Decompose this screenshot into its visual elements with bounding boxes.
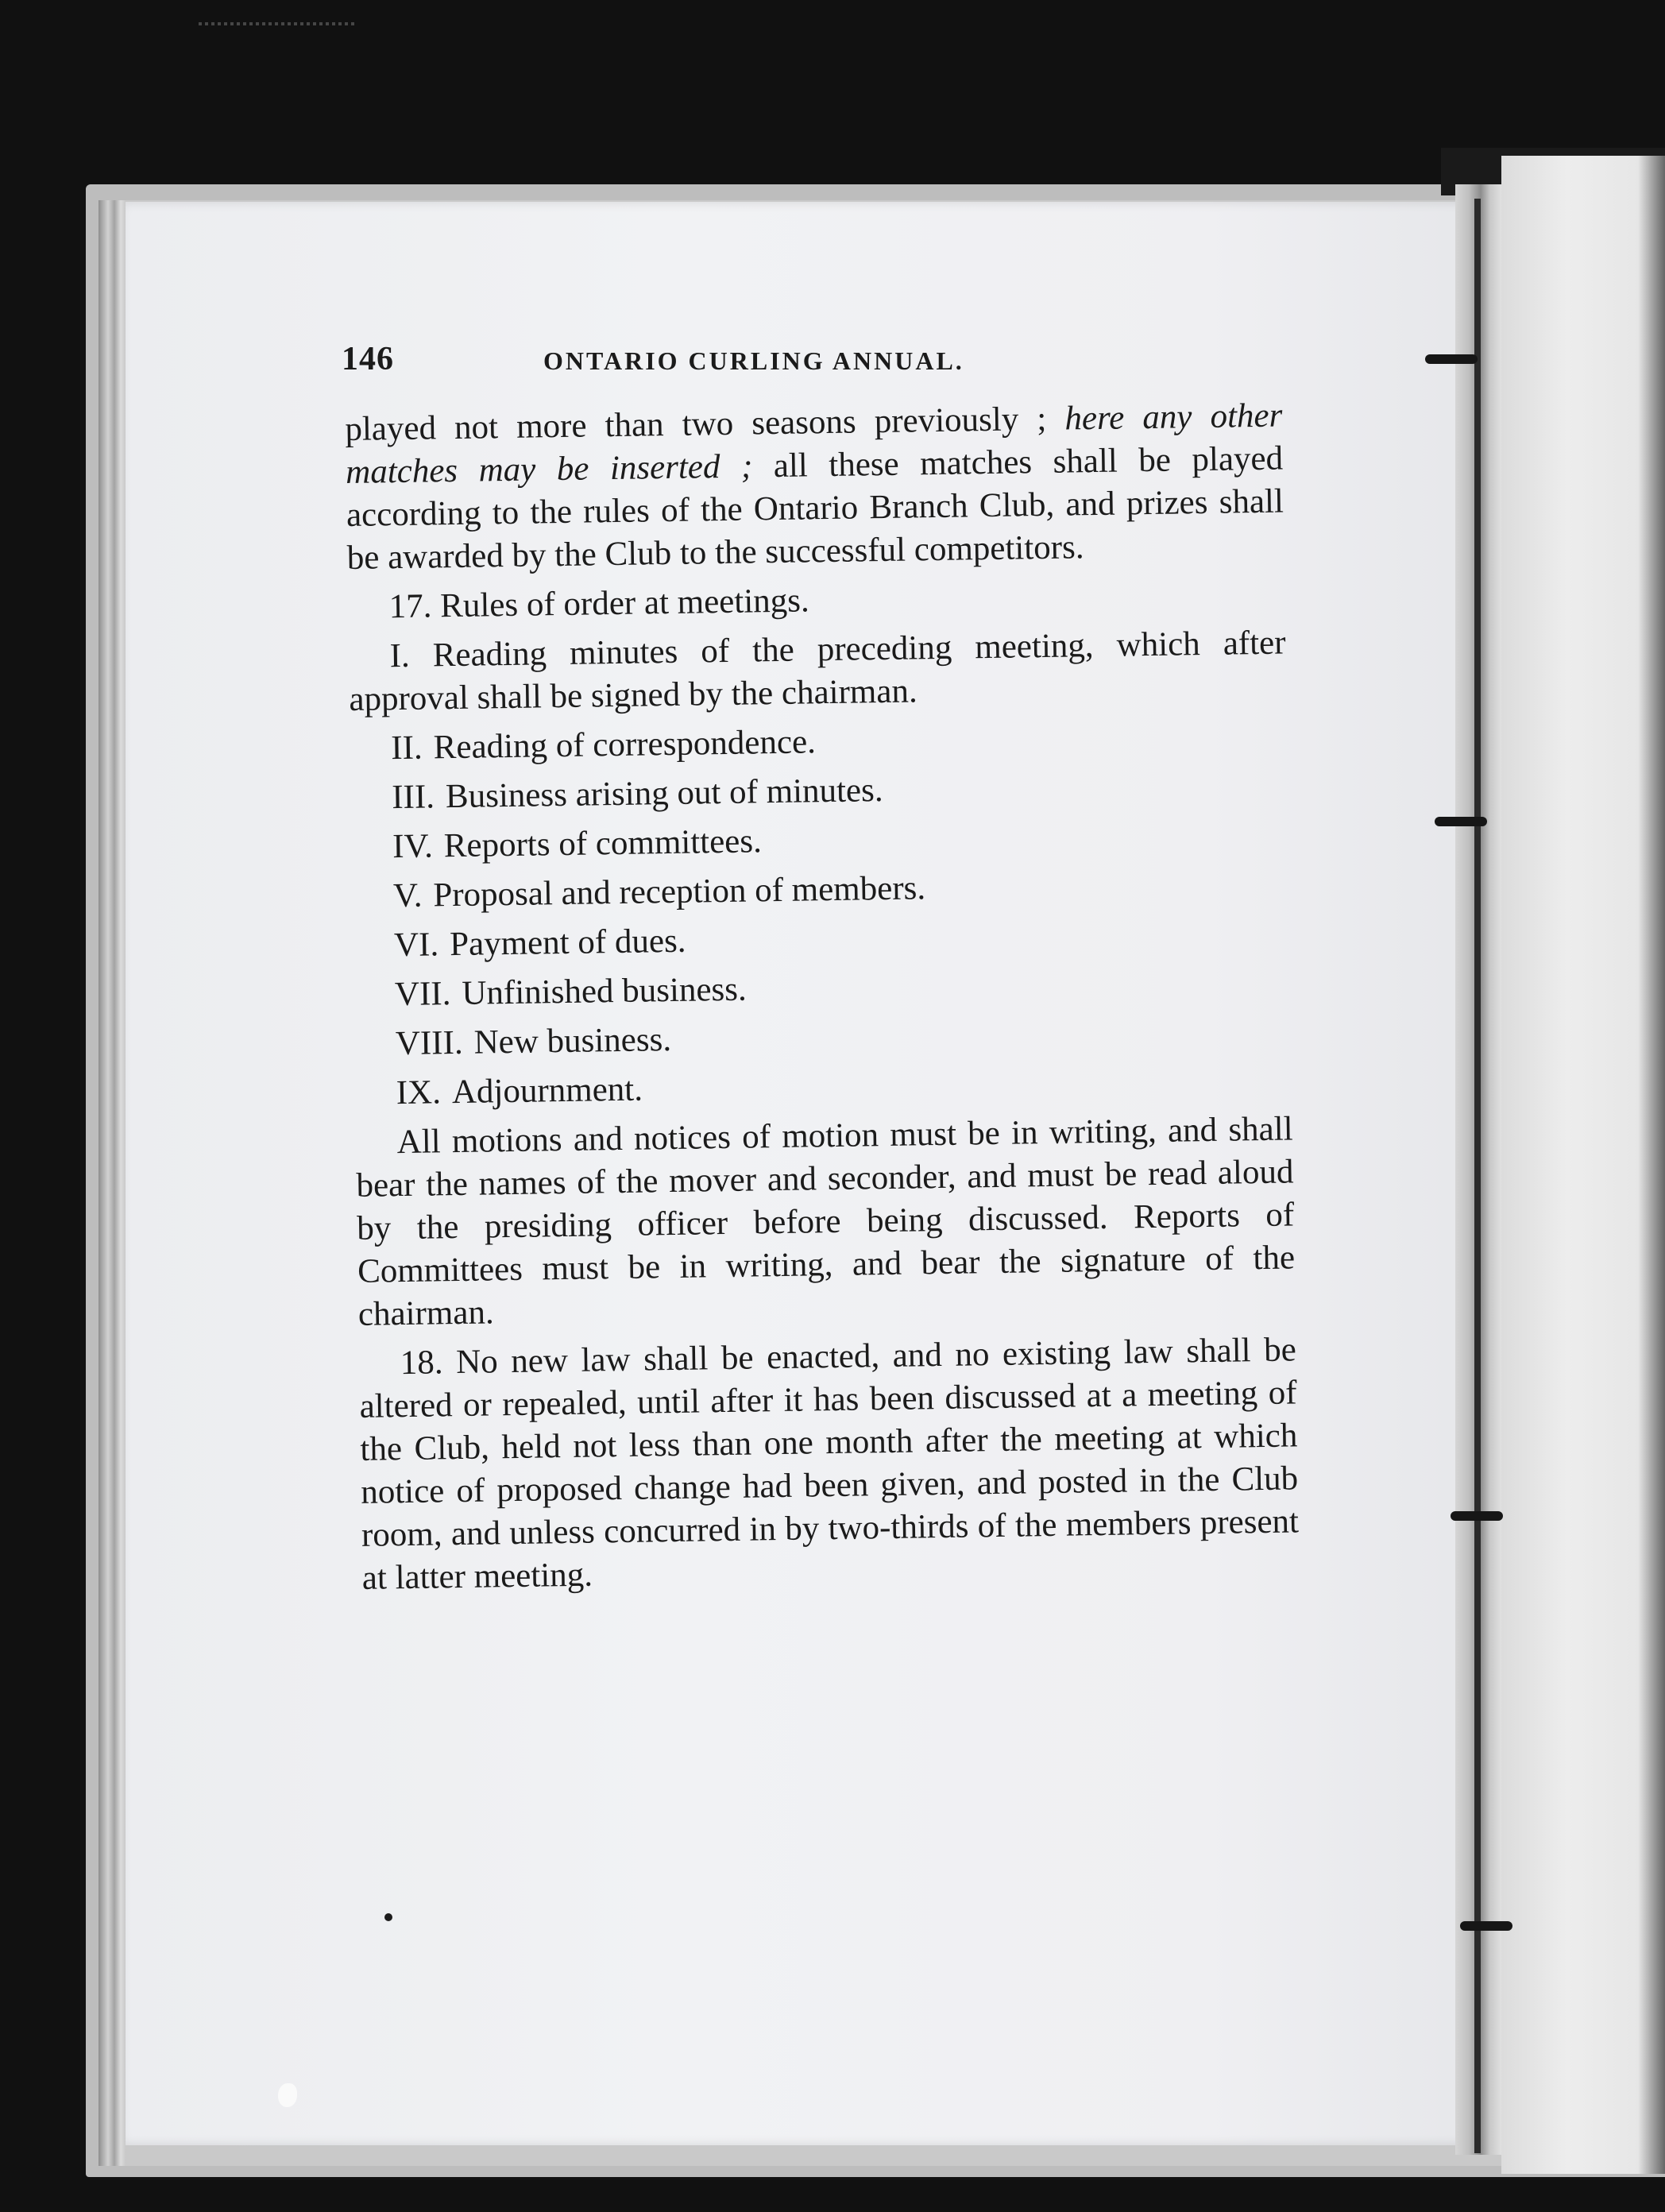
- order-item-numeral: I.: [389, 636, 411, 675]
- order-item-numeral: VII.: [394, 975, 451, 1014]
- order-item-text: Reading minutes of the preceding meeting, which after approval shall be signed by the chairman.: [349, 624, 1286, 718]
- order-item: [352, 861, 1290, 918]
- rule-18-number: 18.: [400, 1344, 443, 1382]
- ink-speck: [384, 1913, 392, 1921]
- paper-blemish: [278, 2083, 297, 2107]
- facing-page-shadow: [1638, 156, 1665, 2174]
- binding-stitch: [1425, 354, 1478, 364]
- order-item: [354, 1058, 1292, 1115]
- order-item-text: Reading of correspondence.: [433, 723, 817, 767]
- order-item-text: Adjournment.: [451, 1070, 643, 1112]
- running-title: ONTARIO CURLING ANNUAL.: [543, 346, 964, 375]
- binding-stitch: [1451, 1511, 1503, 1521]
- order-item-text: New business.: [473, 1020, 672, 1062]
- rule-18-paragraph: [358, 1328, 1300, 1599]
- intro-text-after: all these matches shall be played according to the rules of the Ontario Branch Club, and prizes shall be awarded by the Club to the successful competitors.: [346, 439, 1284, 577]
- order-item: [348, 621, 1286, 721]
- order-item-text: Unfinished business.: [462, 970, 748, 1012]
- rule-17-title: Rules of order at meetings.: [439, 582, 810, 625]
- scan-marks: [199, 22, 357, 25]
- order-item-text: Reports of committees.: [443, 822, 763, 865]
- binding-thread: [1474, 199, 1481, 2153]
- order-item: [350, 763, 1288, 819]
- order-item-numeral: V.: [392, 876, 423, 915]
- intro-italic-note: here any other matches may be inserted ;: [345, 396, 1283, 491]
- order-item: [350, 713, 1288, 770]
- order-item-numeral: IV.: [392, 827, 434, 866]
- order-item-numeral: VI.: [393, 926, 439, 965]
- order-item: [353, 911, 1291, 967]
- order-item: [353, 960, 1292, 1016]
- running-head: [342, 340, 1295, 385]
- order-item-text: Payment of dues.: [449, 922, 686, 964]
- binding-stitch: [1460, 1921, 1512, 1931]
- page-number: 146: [342, 341, 394, 377]
- page-body: [345, 394, 1300, 1606]
- rule-17-number: 17.: [388, 587, 432, 626]
- intro-paragraph: [345, 394, 1284, 579]
- intro-text-before: played not more than two seasons previously ;: [345, 400, 1065, 448]
- order-item-numeral: IX.: [396, 1073, 442, 1112]
- rule-17-heading: [347, 572, 1285, 628]
- order-item-numeral: VIII.: [395, 1023, 463, 1063]
- order-item-numeral: III.: [391, 778, 435, 817]
- order-item-text: Business arising out of minutes.: [445, 771, 883, 816]
- order-item: [353, 1009, 1292, 1065]
- order-item-text: Proposal and reception of members.: [433, 869, 926, 915]
- order-item: [351, 812, 1289, 868]
- binding-stitch: [1435, 817, 1487, 826]
- motions-paragraph: All motions and notices of motion must be in writing, and shall bear the names of the mover and seconder, and must be read aloud by the presiding officer before being discussed. Reports of Committees must be in writing, and bear the signature of the chairman.: [356, 1110, 1296, 1333]
- order-item-numeral: II.: [391, 729, 423, 768]
- rule-18-text: No new law shall be enacted, and no existing law shall be altered or repealed, until after it has been discussed at a meeting of the Club, held not less than one month after the meeting at which notice of proposed change had been given, and posted in the Club room, and unless concurred in by two-thirds of the members present at latter meeting.: [359, 1331, 1300, 1597]
